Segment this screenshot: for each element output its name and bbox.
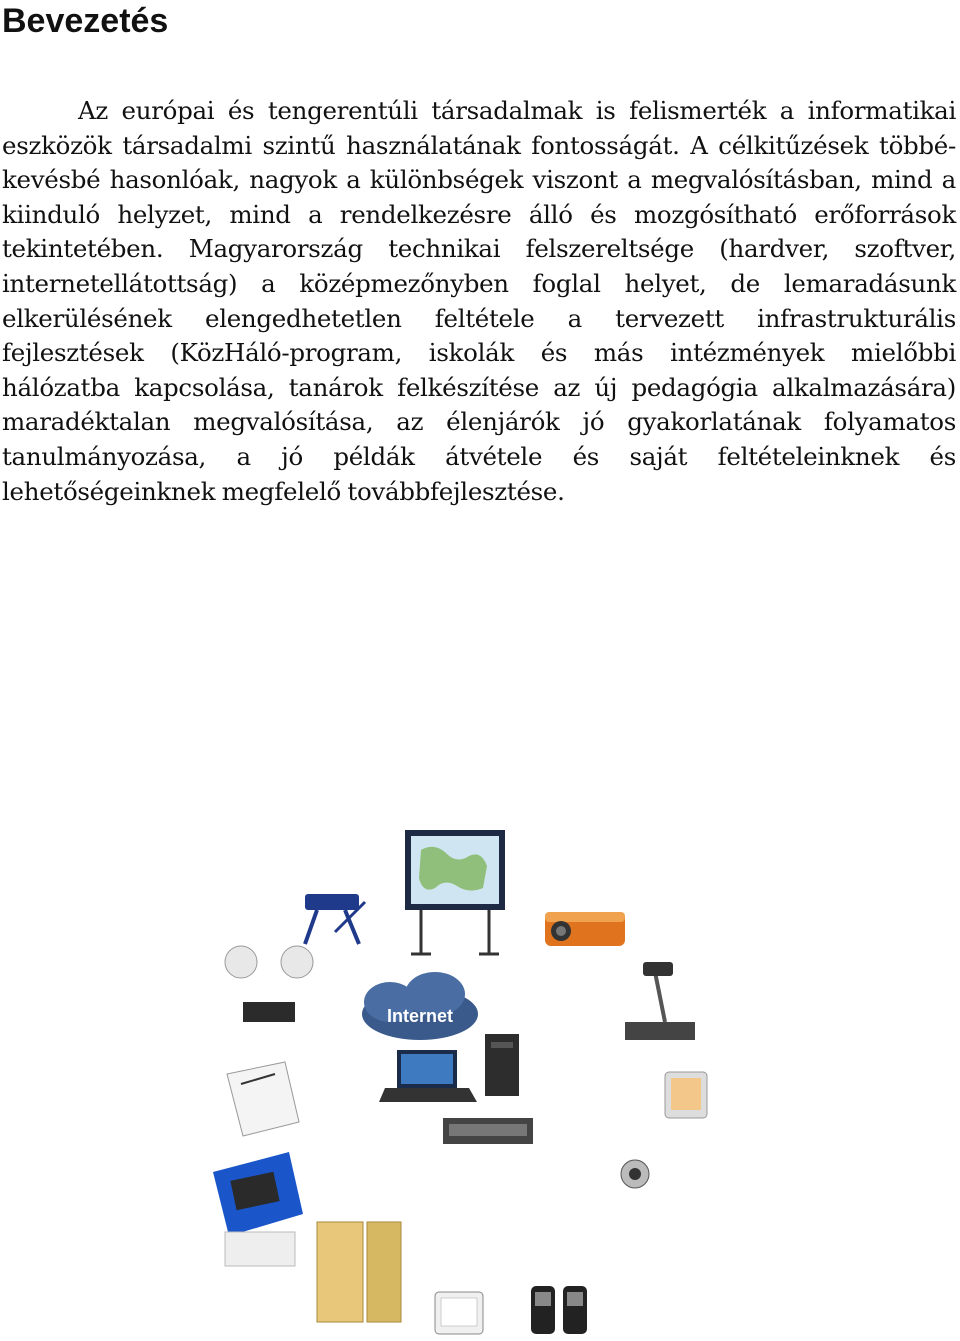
intro-paragraph: Az európai és tengerentúli társadalmak is felismerték a informatikai eszközök társadalmi szintű használatának fontosságát. A célkitűzések többé-kevésbé hasonlóak, nagyok a különbségek viszont a megvalósításban, mind a kiinduló helyzet, mind a rendelkezésre álló és mozgósítható erőforrások tekintetében. Magyarország technikai felszereltsége (hardver, szoftver, internetellátottság) a középmezőnyben foglal helyet, de lemaradásunk elkerülésének elengedhetetlen feltétele a tervezett infrastrukturális fejlesztések (KözHáló-program, iskolák és más intézmények mielőbbi hálózatba kapcsolása, tanárok felkészítése az új pedagógia alkalmazására) maradéktalan megvalósítása, az élenjárók jó gyakorlatának folyamatos tanulmányozása, a jó példák átvétele és saját feltételeinknek és lehetőségeinknek megfelelő továbbfejlesztése. xyxy=(2,96,956,506)
mobile-phone-icon xyxy=(531,1286,587,1334)
speaker-system-icon xyxy=(225,946,313,1022)
webcam-icon xyxy=(621,1160,649,1188)
cloud-label: Internet xyxy=(386,1006,454,1026)
interactive-whiteboard-icon xyxy=(405,830,505,954)
document-camera-icon xyxy=(625,962,695,1040)
projector-icon xyxy=(545,912,625,946)
laptop-icon xyxy=(379,1050,477,1102)
network-switch-icon xyxy=(443,1118,533,1144)
tracker-device-icon xyxy=(305,894,365,944)
tablet-device-icon xyxy=(665,1072,707,1118)
internet-cloud-icon xyxy=(362,972,478,1040)
notepad-icon xyxy=(227,1062,299,1136)
circuit-board-icon xyxy=(317,1222,401,1322)
desktop-computer-icon xyxy=(485,1034,519,1096)
ict-devices-illustration xyxy=(185,822,765,1337)
board-game-icon xyxy=(213,1152,303,1266)
e-reader-icon xyxy=(435,1292,483,1334)
page-title: Bevezetés xyxy=(2,2,169,40)
